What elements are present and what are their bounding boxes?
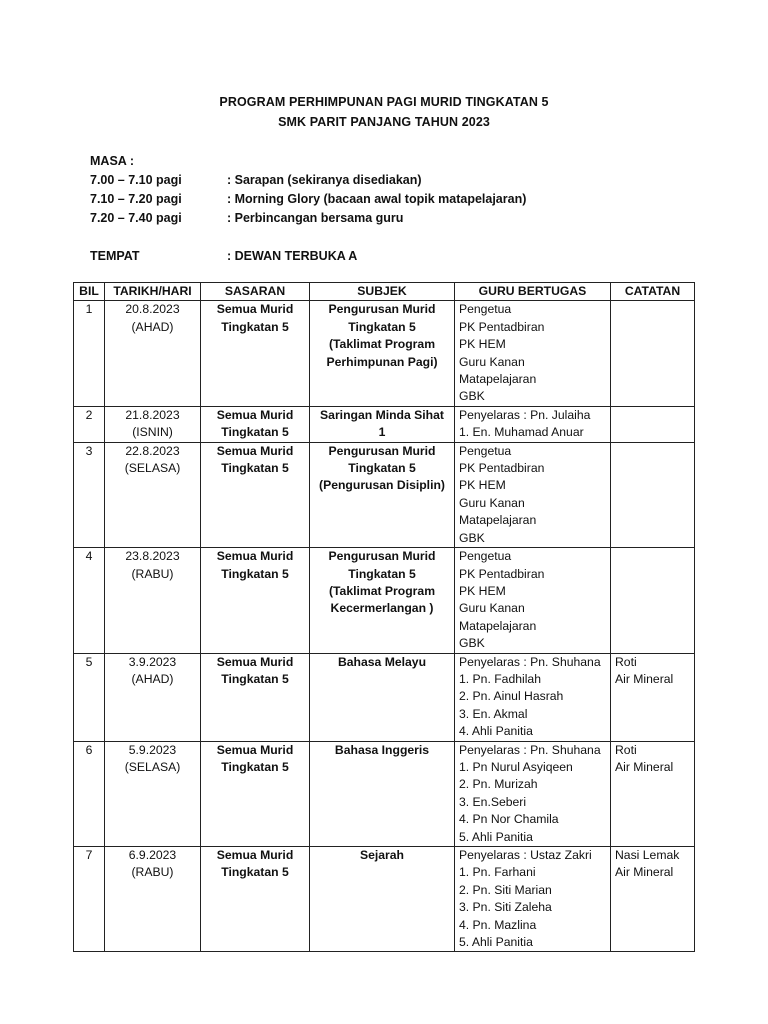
cell-guru-line: Penyelaras : Pn. Julaiha: [459, 407, 591, 422]
cell-tarikh: [105, 847, 201, 952]
time-slot-activity: : Morning Glory (bacaan awal topik matapelajaran): [227, 192, 527, 206]
cell-sasaran-line: Tingkatan 5: [221, 319, 289, 334]
cell-guru-line: 3. Pn. Siti Zaleha: [459, 900, 552, 915]
cell-guru-line: Penyelaras : Ustaz Zakri: [459, 848, 592, 862]
cell-subjek-line: Sejarah: [359, 848, 405, 862]
cell-tarikh-line: (SELASA): [124, 461, 181, 476]
cell-sasaran: [201, 653, 310, 741]
cell-guru-line: 2. Pn. Ainul Hasrah: [459, 689, 564, 704]
cell-sasaran: [201, 442, 310, 547]
cell-tarikh-line: (ISNIN): [132, 425, 173, 440]
cell-subjek-line: Bahasa Melayu: [337, 654, 427, 669]
cell-subjek-line: Perhimpunan Pagi): [326, 354, 438, 369]
cell-bil: 4: [74, 548, 105, 653]
cell-tarikh: [105, 442, 201, 547]
cell-guru-line: Matapelajaran: [459, 513, 537, 528]
cell-guru-line: PK Pentadbiran: [459, 319, 545, 334]
cell-guru-line: 5. Ahli Panitia: [459, 935, 533, 950]
cell-tarikh-line: 3.9.2023: [128, 654, 177, 669]
table-row: [74, 406, 695, 442]
table-header-row: [74, 283, 695, 301]
cell-subjek-line: (Pengurusan Disiplin): [319, 478, 445, 493]
cell-subjek-line: Tingkatan 5: [348, 566, 416, 581]
cell-catatan-line: Air Mineral: [615, 671, 674, 686]
tempat-value: : DEWAN TERBUKA A: [227, 249, 358, 263]
cell-tarikh-line: 6.9.2023: [128, 848, 177, 862]
cell-sasaran-line: Semua Murid: [216, 549, 294, 564]
cell-guru-line: Matapelajaran: [459, 618, 537, 633]
cell-catatan-line: Nasi Lemak: [615, 848, 680, 862]
table-row: [74, 847, 695, 952]
cell-tarikh-line: (RABU): [131, 865, 174, 880]
cell-tarikh-line: (AHAD): [131, 319, 174, 334]
cell-subjek-line: 1: [378, 425, 386, 440]
cell-catatan-line: Roti: [615, 654, 637, 669]
time-slot-activity: : Sarapan (sekiranya disediakan): [227, 173, 422, 187]
cell-subjek-line: (Taklimat Program: [328, 337, 436, 352]
cell-guru-line: PK HEM: [459, 583, 506, 598]
cell-subjek-line: Kecermerlangan ): [330, 601, 434, 616]
cell-subjek: [310, 548, 455, 653]
cell-sasaran-line: Tingkatan 5: [221, 759, 289, 774]
cell-guru-line: 1. Pn Nurul Asyiqeen: [459, 759, 573, 774]
cell-guru: [455, 442, 611, 547]
cell-tarikh-line: (AHAD): [131, 671, 174, 686]
cell-bil: 6: [74, 741, 105, 846]
cell-bil: 5: [74, 653, 105, 741]
table-row: [74, 442, 695, 547]
time-slot: [90, 209, 526, 228]
time-slot-time: 7.00 – 7.10 pagi: [90, 173, 182, 187]
cell-catatan: [611, 442, 695, 547]
cell-guru-line: 4. Pn Nor Chamila: [459, 812, 559, 827]
masa-section: [90, 152, 526, 228]
cell-tarikh: [105, 406, 201, 442]
cell-guru-line: 1. Pn. Fadhilah: [459, 671, 541, 686]
table-body: [74, 301, 695, 952]
cell-tarikh: [105, 741, 201, 846]
time-slot: [90, 190, 526, 209]
cell-bil: 1: [74, 301, 105, 406]
cell-guru: [455, 847, 611, 952]
cell-tarikh-line: (RABU): [131, 566, 174, 581]
tempat-label: TEMPAT: [90, 249, 140, 263]
cell-guru-line: 3. En. Akmal: [459, 706, 528, 721]
cell-subjek-line: Tingkatan 5: [348, 319, 416, 334]
cell-sasaran-line: Tingkatan 5: [221, 425, 289, 440]
cell-subjek-line: Saringan Minda Sihat: [320, 407, 444, 422]
cell-subjek-line: Bahasa Inggeris: [334, 742, 430, 757]
cell-catatan: [611, 548, 695, 653]
cell-guru-line: 3. En.Seberi: [459, 794, 527, 809]
cell-guru-line: PK HEM: [459, 337, 506, 352]
cell-catatan-line: Air Mineral: [615, 865, 674, 880]
cell-guru-line: PK Pentadbiran: [459, 461, 545, 476]
cell-tarikh: [105, 653, 201, 741]
cell-sasaran-line: Tingkatan 5: [221, 865, 289, 880]
cell-guru-line: Penyelaras : Pn. Shuhana: [459, 742, 601, 757]
cell-guru-line: Penyelaras : Pn. Shuhana: [459, 654, 601, 669]
cell-catatan: [611, 301, 695, 406]
cell-subjek-line: (Taklimat Program: [328, 583, 436, 598]
cell-sasaran: [201, 301, 310, 406]
cell-catatan-line: Air Mineral: [615, 759, 674, 774]
cell-tarikh: [105, 548, 201, 653]
cell-subjek: [310, 442, 455, 547]
cell-guru: [455, 653, 611, 741]
table-row: [74, 653, 695, 741]
document-subtitle: SMK PARIT PANJANG TAHUN 2023: [278, 115, 490, 129]
cell-catatan: [611, 406, 695, 442]
cell-sasaran-line: Tingkatan 5: [221, 671, 289, 686]
cell-subjek: [310, 406, 455, 442]
cell-subjek-line: Pengurusan Murid: [328, 549, 436, 564]
cell-tarikh-line: 20.8.2023: [125, 302, 180, 317]
cell-guru-line: Pengetua: [459, 302, 512, 317]
cell-guru-line: 2. Pn. Murizah: [459, 777, 538, 792]
cell-guru-line: Pengetua: [459, 443, 512, 458]
col-header-catatan: CATATAN: [611, 283, 695, 301]
cell-tarikh-line: 22.8.2023: [125, 443, 180, 458]
cell-tarikh-line: 5.9.2023: [128, 742, 177, 757]
cell-guru-line: 5. Ahli Panitia: [459, 829, 533, 844]
cell-tarikh-line: (SELASA): [124, 759, 181, 774]
cell-sasaran-line: Tingkatan 5: [221, 461, 289, 476]
cell-tarikh-line: 21.8.2023: [125, 407, 180, 422]
cell-sasaran-line: Semua Murid: [216, 443, 294, 458]
cell-guru-line: Matapelajaran: [459, 372, 537, 387]
cell-bil: 3: [74, 442, 105, 547]
cell-guru-line: 4. Ahli Panitia: [459, 724, 533, 739]
cell-subjek-line: Pengurusan Murid: [328, 443, 436, 458]
time-slot-activity: : Perbincangan bersama guru: [227, 211, 404, 225]
cell-guru-line: Guru Kanan: [459, 495, 525, 510]
cell-guru-line: GBK: [459, 530, 485, 545]
cell-catatan: [611, 847, 695, 952]
tempat-section: [90, 247, 357, 266]
cell-bil: 2: [74, 406, 105, 442]
cell-sasaran: [201, 548, 310, 653]
cell-catatan-line: Roti: [615, 742, 637, 757]
cell-guru-line: GBK: [459, 636, 485, 651]
cell-sasaran-line: Semua Murid: [216, 742, 294, 757]
cell-subjek: [310, 847, 455, 952]
col-header-bil: BIL: [74, 283, 105, 301]
cell-guru-line: GBK: [459, 389, 485, 404]
masa-label: MASA :: [90, 154, 134, 168]
cell-guru-line: Guru Kanan: [459, 601, 525, 616]
table-row: [74, 548, 695, 653]
cell-sasaran: [201, 406, 310, 442]
time-slot-time: 7.10 – 7.20 pagi: [90, 192, 182, 206]
col-header-sasaran: SASARAN: [201, 283, 310, 301]
cell-sasaran: [201, 847, 310, 952]
cell-guru: [455, 406, 611, 442]
cell-tarikh-line: 23.8.2023: [125, 549, 180, 564]
cell-guru-line: 1. Pn. Farhani: [459, 865, 536, 880]
col-header-guru: GURU BERTUGAS: [455, 283, 611, 301]
time-slot-time: 7.20 – 7.40 pagi: [90, 211, 182, 225]
cell-guru: [455, 301, 611, 406]
cell-sasaran-line: Tingkatan 5: [221, 566, 289, 581]
cell-sasaran-line: Semua Murid: [216, 302, 294, 317]
cell-guru-line: 4. Pn. Mazlina: [459, 917, 537, 932]
table-row: [74, 741, 695, 846]
cell-subjek-line: Tingkatan 5: [348, 461, 416, 476]
cell-guru: [455, 548, 611, 653]
cell-guru-line: PK Pentadbiran: [459, 566, 545, 581]
cell-sasaran-line: Semua Murid: [216, 848, 294, 862]
time-slot: [90, 171, 526, 190]
cell-subjek: [310, 301, 455, 406]
cell-subjek-line: Pengurusan Murid: [328, 302, 436, 317]
cell-guru-line: 2. Pn. Siti Marian: [459, 882, 552, 897]
cell-subjek: [310, 653, 455, 741]
table-row: [74, 301, 695, 406]
cell-subjek: [310, 741, 455, 846]
cell-guru-line: PK HEM: [459, 478, 506, 493]
cell-sasaran-line: Semua Murid: [216, 407, 294, 422]
cell-guru: [455, 741, 611, 846]
cell-catatan: [611, 653, 695, 741]
cell-tarikh: [105, 301, 201, 406]
cell-sasaran-line: Semua Murid: [216, 654, 294, 669]
cell-guru-line: Guru Kanan: [459, 354, 525, 369]
cell-guru-line: Pengetua: [459, 549, 512, 564]
cell-guru-line: 1. En. Muhamad Anuar: [459, 425, 584, 440]
col-header-tarikh: TARIKH/HARI: [105, 283, 201, 301]
cell-catatan: [611, 741, 695, 846]
cell-bil: 7: [74, 847, 105, 952]
schedule-table: [73, 282, 695, 952]
document-title: PROGRAM PERHIMPUNAN PAGI MURID TINGKATAN 5: [219, 95, 549, 109]
col-header-subjek: SUBJEK: [310, 283, 455, 301]
cell-sasaran: [201, 741, 310, 846]
